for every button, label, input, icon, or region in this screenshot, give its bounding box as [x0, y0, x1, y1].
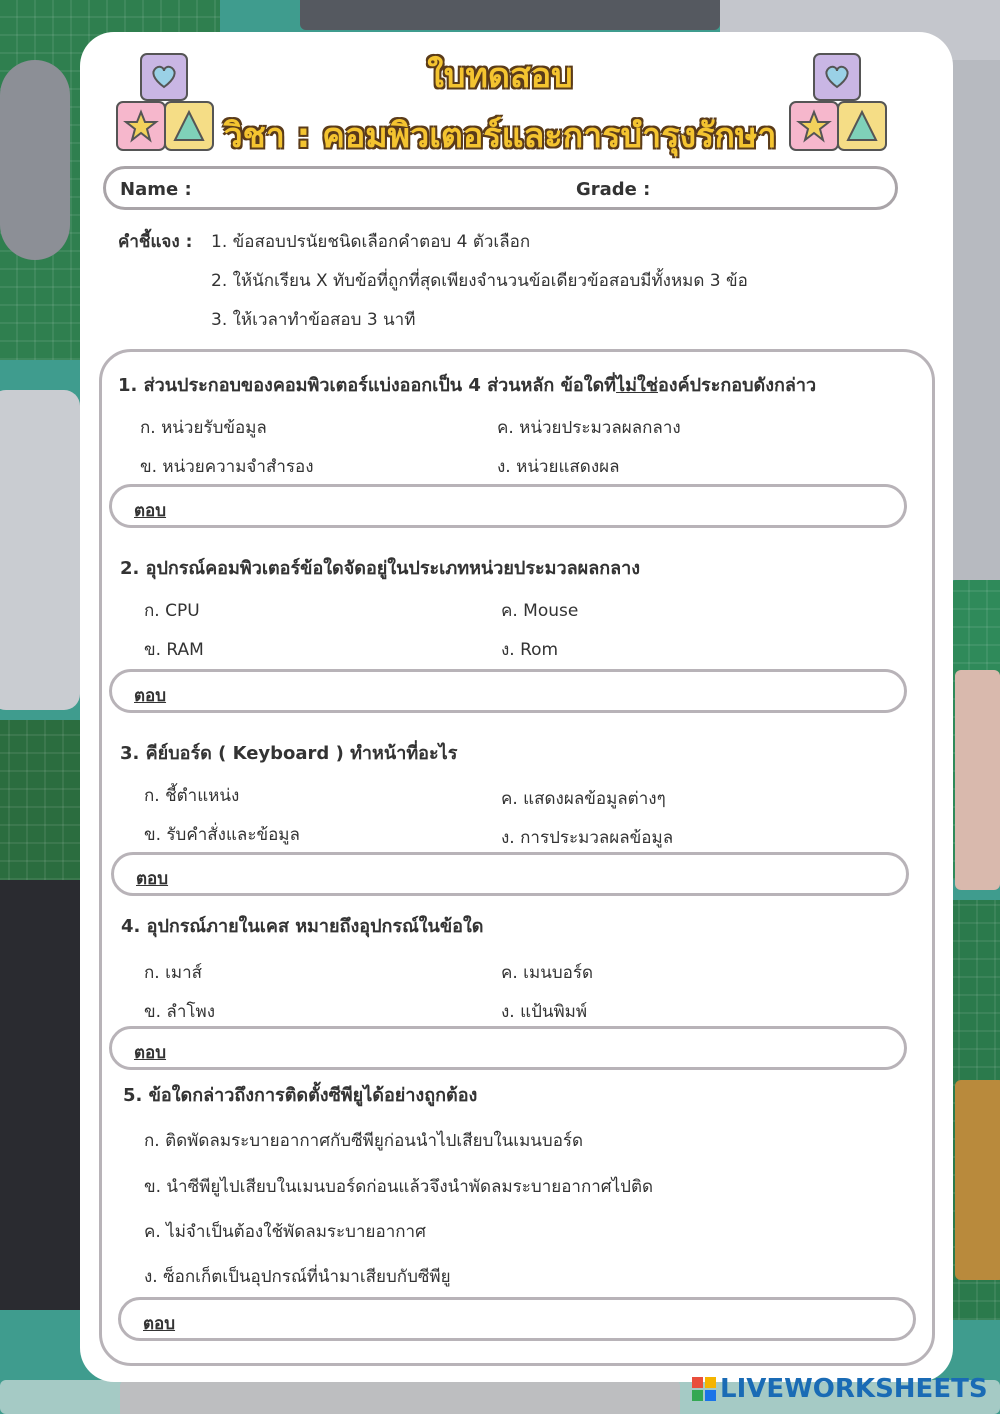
option: ก. CPU	[144, 601, 200, 621]
option: ก. ติดพัดลมระบายอากาศกับซีพียูก่อนนำไปเสียบในเมนบอร์ด	[144, 1131, 584, 1151]
option: ข. นำซีพียูไปเสียบในเมนบอร์ดก่อนแล้วจึงนำพัดลมระบายอากาศไปติด	[144, 1177, 654, 1197]
answer-field-4[interactable]	[109, 1026, 907, 1070]
option: ค. ไม่จำเป็นต้องใช้พัดลมระบายอากาศ	[144, 1222, 426, 1242]
option: ข. หน่วยความจำสำรอง	[140, 457, 314, 477]
option: ข. RAM	[144, 640, 204, 660]
answer-field-1[interactable]	[109, 484, 907, 528]
question-3: 3. คีย์บอร์ด ( Keyboard ) ทำหน้าที่อะไร	[120, 743, 458, 764]
option: ง. ซ็อกเก็ตเป็นอุปกรณ์ที่นำมาเสียบกับซีพียู	[144, 1267, 451, 1287]
option: ง. แป้นพิมพ์	[501, 1002, 588, 1022]
answer-label: ตอบ	[134, 686, 167, 706]
instruction-line: 1. ข้อสอบปรนัยชนิดเลือกคำตอบ 4 ตัวเลือก	[211, 232, 531, 252]
option: ค. แสดงผลข้อมูลต่างๆ	[501, 789, 666, 809]
student-info-box[interactable]	[103, 166, 898, 210]
answer-label: ตอบ	[136, 869, 169, 889]
instruction-line: 2. ให้นักเรียน X ทับข้อที่ถูกที่สุดเพียงจำนวนข้อเดียวข้อสอบมีทั้งหมด 3 ข้อ	[211, 271, 748, 291]
grade-label: Grade :	[576, 179, 651, 200]
question-4: 4. อุปกรณ์ภายในเคส หมายถึงอุปกรณ์ในข้อใด	[121, 916, 484, 937]
option: ค. เมนบอร์ด	[501, 963, 593, 983]
watermark-text: LIVEWORKSHEETS	[720, 1374, 988, 1404]
liveworksheets-logo-icon	[692, 1377, 716, 1401]
option: ง. Rom	[501, 640, 559, 660]
instruction-line: 3. ให้เวลาทำข้อสอบ 3 นาที	[211, 310, 416, 330]
option: ค. หน่วยประมวลผลกลาง	[497, 418, 681, 438]
option: ข. รับคำสั่งและข้อมูล	[144, 825, 300, 845]
answer-field-2[interactable]	[109, 669, 907, 713]
answer-label: ตอบ	[134, 1043, 167, 1063]
answer-field-5[interactable]	[118, 1297, 916, 1341]
option: ก. เมาส์	[144, 963, 203, 983]
question-1: 1. ส่วนประกอบของคอมพิวเตอร์แบ่งออกเป็น 4 ส่วนหลัก ข้อใดที่ไม่ใช่องค์ประกอบดังกล่าว	[118, 375, 817, 396]
answer-label: ตอบ	[134, 501, 167, 521]
liveworksheets-watermark	[692, 1374, 988, 1404]
option: ค. Mouse	[501, 601, 579, 621]
question-5: 5. ข้อใดกล่าวถึงการติดตั้งซีพียูได้อย่างถูกต้อง	[123, 1085, 478, 1106]
option: ง. การประมวลผลข้อมูล	[501, 828, 674, 848]
option: ก. หน่วยรับข้อมูล	[140, 418, 267, 438]
question-2: 2. อุปกรณ์คอมพิวเตอร์ข้อใดจัดอยู่ในประเภทหน่วยประมวลผลกลาง	[120, 558, 641, 579]
name-label: Name :	[120, 179, 192, 200]
instructions-label: คำชี้แจง :	[118, 232, 193, 252]
subject-title: วิชา : คอมพิวเตอร์และการบำรุงรักษา	[223, 116, 777, 156]
option: ข. ลำโพง	[144, 1002, 216, 1022]
answer-field-3[interactable]	[111, 852, 909, 896]
worksheet-title: ใบทดสอบ	[427, 56, 573, 96]
answer-label: ตอบ	[143, 1314, 176, 1334]
option: ก. ชี้ตำแหน่ง	[144, 786, 240, 806]
option: ง. หน่วยแสดงผล	[497, 457, 620, 477]
